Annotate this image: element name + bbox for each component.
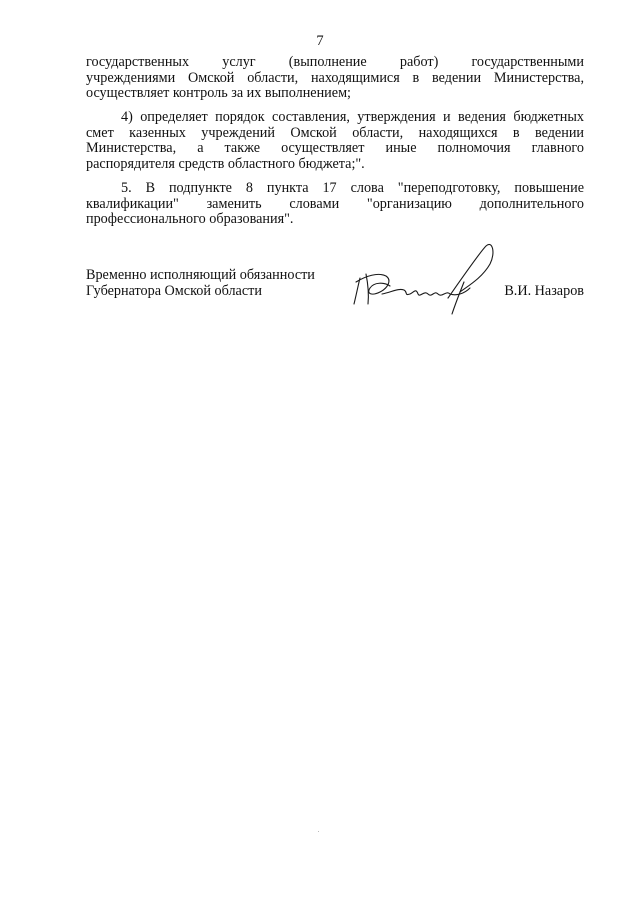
text-line: смет казенных учреждений Омской области, находящихся в ведении [86, 124, 584, 141]
text-line: Министерства, а также осуществляет иные полномочия главного [86, 140, 584, 157]
text-line: профессионального образования". [86, 211, 294, 228]
page-number: 7 [316, 33, 324, 49]
signatory-name: В.И. Назаров [504, 282, 584, 299]
paragraph-2 [86, 110, 584, 172]
text-line: 4) определяет порядок составления, утверждения и ведения бюджетных [121, 109, 584, 125]
paragraph-1 [86, 55, 584, 102]
signatory-position [86, 268, 315, 299]
text-line: распорядителя средств областного бюджета;". [86, 155, 365, 172]
text-line: осуществляет контроль за их выполнением; [86, 85, 351, 102]
text-line: государственных услуг (выполнение работ) государственными [86, 54, 584, 70]
paragraph-3 [86, 181, 584, 228]
signatory-position-line: Временно исполняющий обязанности [86, 267, 315, 283]
signature-block [86, 268, 584, 328]
scan-dot [318, 831, 319, 832]
signatory-position-line: Губернатора Омской области [86, 282, 262, 299]
text-line: учреждениями Омской области, находящимися в ведении Министерства, [86, 69, 584, 86]
handwritten-signature [352, 238, 502, 318]
text-line: 5. В подпункте 8 пункта 17 слова "переподготовку, повышение [121, 180, 584, 196]
text-line: квалификации" заменить словами "организацию дополнительного [86, 195, 584, 212]
